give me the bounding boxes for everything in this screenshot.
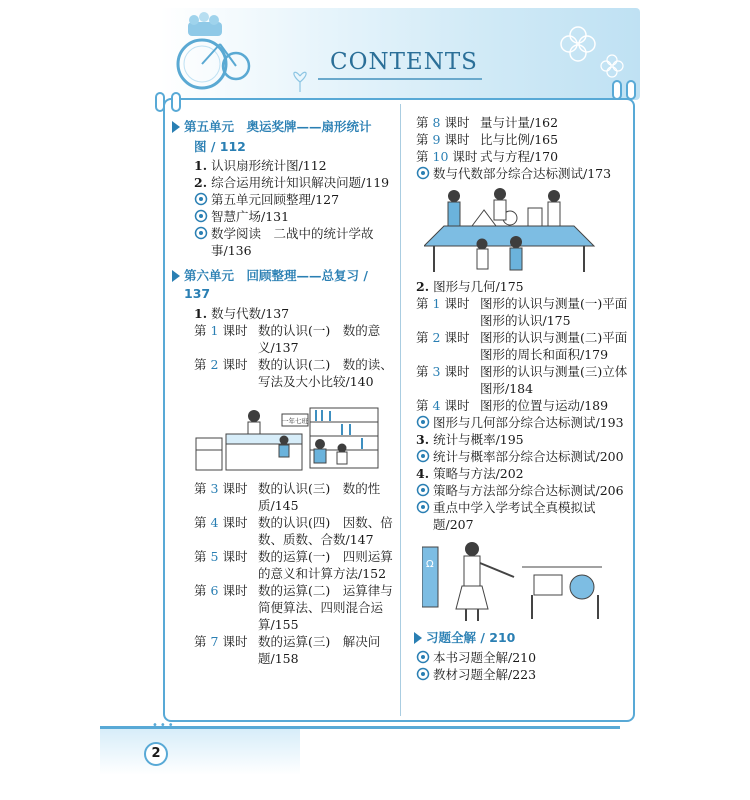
toc-test: 重点中学入学考试全真模拟试题/207 (414, 499, 629, 533)
unit5-title: 第五单元 奥运奖牌——扇形统计 (184, 119, 372, 134)
toc-lesson: 第 6 课时 数的运算(二) 运算律与简便算法、四则混合运算/155 (194, 583, 393, 632)
class-sign-text: 一年七班 (282, 417, 308, 425)
unit-arrow-icon (172, 121, 180, 133)
toc-lesson: 第 2 课时 图形的认识与测量(二)平面图形的周长和面积/179 (416, 330, 628, 362)
toc-entry: 数学阅读 二战中的统计学故事/136 (172, 225, 396, 259)
toc-lesson: 第 1 课时 数的认识(一) 数的意义/137 (194, 323, 381, 355)
toc-lesson: 第 5 课时 数的运算(一) 四则运算的意义和计算方法/152 (194, 549, 393, 581)
toc-lesson: 第 10 课时 式与方程/170 (416, 149, 559, 164)
unit5-title-cont: 图 / 112 (194, 139, 246, 154)
title-underline (318, 78, 482, 80)
toc-lesson: 第 7 课时 数的运算(三) 解决问题/158 (194, 634, 381, 666)
toc-lesson: 第 2 课时 数的认识(二) 数的读、写法及大小比较/140 (194, 357, 393, 389)
footer-dots: ••• (152, 720, 176, 731)
toc-entry: 2. 综合运用统计知识解决问题/119 (194, 175, 390, 190)
toc-entry: 教材习题全解/223 (414, 666, 629, 683)
svg-text:Ω: Ω (426, 559, 434, 570)
footer-rule (100, 726, 620, 729)
bullet-circle-icon (194, 226, 208, 240)
toc-section: 1. 数与代数/137 (194, 306, 290, 321)
toc-lesson: 第 9 课时 比与比例/165 (416, 132, 559, 147)
unit6-title: 第六单元 回顾整理——总复习 / 137 (184, 268, 368, 301)
toc-entry: 智慧广场/131 (172, 208, 396, 225)
bullet-circle-icon (416, 650, 430, 664)
unit-arrow-icon (414, 632, 422, 644)
toc-lesson: 第 4 课时 图形的位置与运动/189 (416, 398, 609, 413)
toc-lesson: 第 4 课时 数的认识(四) 因数、倍数、质数、合数/147 (194, 515, 393, 547)
left-column (172, 118, 396, 667)
footer-band (100, 729, 300, 775)
bullet-circle-icon (416, 667, 430, 681)
bullet-circle-icon (416, 415, 430, 429)
toc-section: 4. 策略与方法/202 (416, 466, 524, 481)
classroom-illustration (424, 186, 604, 274)
answers-title: 习题全解 / 210 (426, 630, 516, 645)
toc-entry: 第五单元回顾整理/127 (172, 191, 396, 208)
toc-lesson: 第 8 课时 量与计量/162 (416, 115, 559, 130)
library-illustration (192, 394, 382, 476)
unit-arrow-icon (172, 270, 180, 282)
unit5-heading (172, 118, 396, 136)
toc-lesson: 第 3 课时 图形的认识与测量(三)立体图形/184 (416, 364, 628, 396)
bullet-circle-icon (416, 483, 430, 497)
bullet-circle-icon (416, 500, 430, 514)
teacher-illustration (422, 537, 612, 623)
toc-entry: 1. 认识扇形统计图/112 (194, 158, 327, 173)
page-number: 2 (144, 742, 168, 766)
bullet-circle-icon (194, 192, 208, 206)
binder-ring-right-a (612, 80, 622, 100)
bullet-circle-icon (416, 166, 430, 180)
column-divider (400, 104, 401, 716)
unit6-heading (172, 267, 396, 303)
binder-ring-left-b (171, 92, 181, 112)
toc-test: 策略与方法部分综合达标测试/206 (414, 482, 629, 499)
binder-ring-right-b (626, 80, 636, 100)
right-column (414, 114, 629, 683)
toc-lesson: 第 3 课时 数的认识(三) 数的性质/145 (194, 481, 381, 513)
bullet-circle-icon (194, 209, 208, 223)
binder-ring-left-a (155, 92, 165, 112)
toc-section: 3. 统计与概率/195 (416, 432, 524, 447)
toc-lesson: 第 1 课时 图形的认识与测量(一)平面图形的认识/175 (416, 296, 628, 328)
answers-heading (414, 629, 629, 647)
toc-test: 图形与几何部分综合达标测试/193 (414, 414, 629, 431)
toc-test: 数与代数部分综合达标测试/173 (414, 165, 629, 182)
toc-section: 2. 图形与几何/175 (416, 279, 524, 294)
toc-entry: 本书习题全解/210 (414, 649, 629, 666)
toc-test: 统计与概率部分综合达标测试/200 (414, 448, 629, 465)
bullet-circle-icon (416, 449, 430, 463)
contents-title: CONTENTS (330, 49, 478, 75)
